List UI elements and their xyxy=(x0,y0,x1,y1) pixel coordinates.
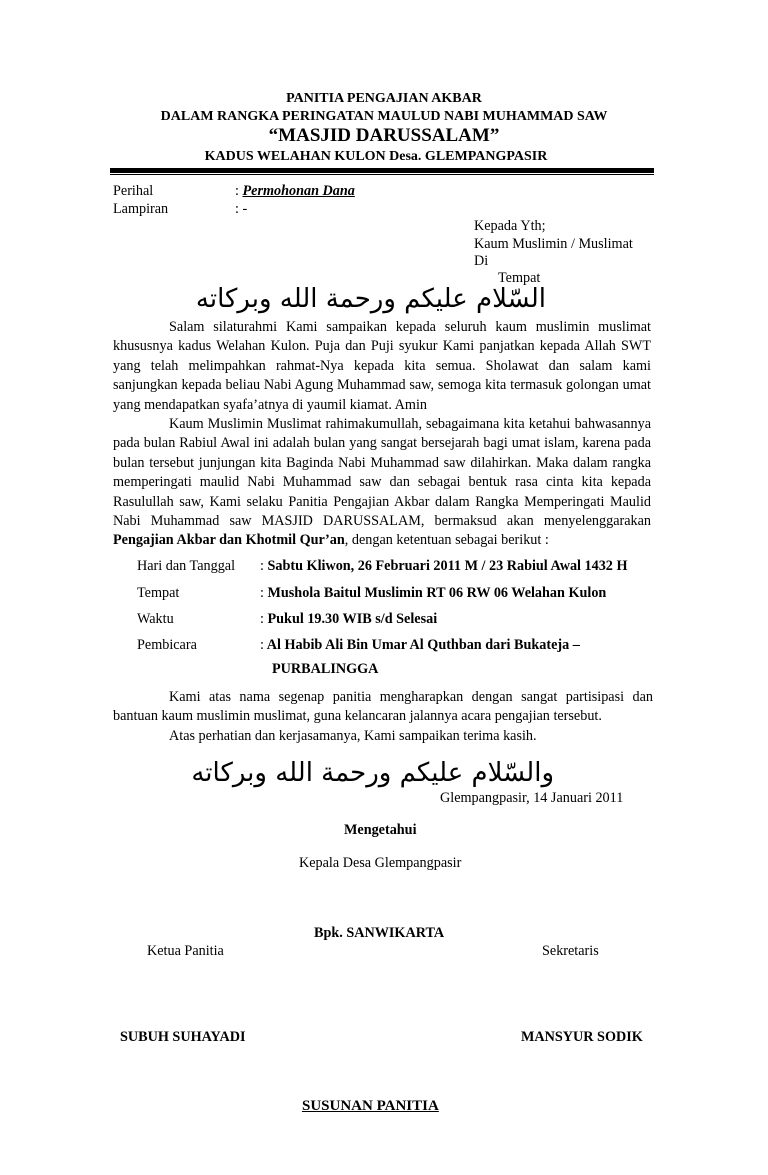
venue-title: “MASJID DARUSSALAM” xyxy=(268,125,500,146)
waktu-row xyxy=(260,611,437,628)
sekretaris-name: MANSYUR SODIK xyxy=(521,1029,643,1045)
hari-row xyxy=(260,558,627,575)
tempat-value: Mushola Baitul Muslimin RT 06 RW 06 Welahan Kulon xyxy=(267,585,607,601)
kepala-desa-title: Kepala Desa Glempangpasir xyxy=(299,855,462,871)
pembicara-colon: : xyxy=(260,637,264,653)
ketua-name: SUBUH SUHAYADI xyxy=(120,1029,246,1045)
ketua-title: Ketua Panitia xyxy=(147,943,224,959)
event-name: Pengajian Akbar dan Khotmil Qur’an xyxy=(113,532,345,549)
recipient-line-4: Tempat xyxy=(498,270,541,286)
closing-paragraph-2: Atas perhatian dan kerjasamanya, Kami sampaikan terima kasih. xyxy=(169,727,537,744)
mengetahui-label: Mengetahui xyxy=(344,822,417,838)
perihal-value: Permohonan Dana xyxy=(242,183,355,199)
header-divider xyxy=(110,168,654,173)
tempat-label: Tempat xyxy=(137,585,180,601)
recipient-line-2: Kaum Muslimin / Muslimat xyxy=(474,236,633,252)
event-title: DALAM RANGKA PERINGATAN MAULUD NABI MUHAMMAD SAW xyxy=(160,109,608,124)
lampiran-label: Lampiran xyxy=(113,201,169,217)
recipient-line-3: Di xyxy=(474,253,489,269)
waktu-value: Pukul 19.30 WIB s/d Selesai xyxy=(267,611,438,627)
perihal-row xyxy=(235,183,355,200)
pembicara-value-2: PURBALINGGA xyxy=(272,661,379,677)
body-paragraph-1: Salam silaturahmi Kami sampaikan kepada seluruh kaum muslimin muslimat khususnya kadus Welahan Kulon. Puja dan Puji syukur Kami panjatkan kepada Allah SWT yang telah melimpahkan rahmat-Nya kepada kita semua. Sholawat dan salam kami sanjungkan kepada beliau Nabi Agung Muhammad saw, semoga kita termasuk golongan umat yang mendapatkan syafa’atnya di yaumil kiamat. Amin xyxy=(113,319,651,413)
body-paragraph-2-text: Kaum Muslimin Muslimat rahimakumullah, sebagaimana kita ketahui bahwasannya pada bulan Rabiul Awal ini adalah bulan yang sangat bersejarah bagi umat islam, karena pada bulan tersebut junjungan kita Baginda Nabi Muhammad saw dilahirkan. Maka dalam rangka memperingati maulid Nabi Muhammad saw dan sebagai bentuk rasa cinta kita kepada Rasulullah saw, Kami selaku Panitia Pengajian Akbar dalam Rangka Memperingati Maulid Nabi Muhammad saw MASJID DARUSSALAM, bermaksud akan menyelenggarakan xyxy=(113,416,651,530)
pembicara-value: Al Habib Ali Bin Umar Al Quthban dari Bukateja – xyxy=(266,637,580,653)
closing-paragraph-1: Kami atas nama segenap panitia mengharapkan dengan sangat partisipasi dan bantuan kaum muslimin muslimat, guna kelancaran jalannya acara pengajian tersebut. xyxy=(113,689,653,725)
pembicara-row xyxy=(260,637,580,654)
hari-value: Sabtu Kliwon, 26 Februari 2011 M / 23 Rabiul Awal 1432 H xyxy=(267,558,628,574)
lampiran-value: - xyxy=(242,201,248,217)
letter-body xyxy=(113,318,651,551)
tempat-row xyxy=(260,585,606,602)
waktu-label: Waktu xyxy=(137,611,174,627)
body-paragraph-2-end: , dengan ketentuan sebagai berikut : xyxy=(344,532,549,549)
body-paragraph-2 xyxy=(113,415,651,551)
recipient-line-1: Kepada Yth; xyxy=(474,218,546,234)
sekretaris-title: Sekretaris xyxy=(542,943,599,959)
kepala-desa-name: Bpk. SANWIKARTA xyxy=(314,925,445,941)
closing-body xyxy=(113,688,653,746)
committee-heading: SUSUNAN PANITIA xyxy=(302,1098,439,1114)
place-date: Glempangpasir, 14 Januari 2011 xyxy=(440,790,624,806)
address-title: KADUS WELAHAN KULON Desa. GLEMPANGPASIR xyxy=(204,149,548,164)
tempat-colon: : xyxy=(260,585,264,601)
arabic-greeting: السّلام عليكم ورحمة الله وبركاته xyxy=(195,284,546,314)
perihal-colon: : xyxy=(235,183,239,199)
lampiran-colon: : xyxy=(235,201,239,217)
waktu-colon: : xyxy=(260,611,264,627)
header-divider-thin xyxy=(110,174,654,175)
hari-label: Hari dan Tanggal xyxy=(137,558,236,574)
perihal-label: Perihal xyxy=(113,183,154,199)
hari-colon: : xyxy=(260,558,264,574)
pembicara-label: Pembicara xyxy=(137,637,197,653)
arabic-closing: والسّلام عليكم ورحمة الله وبركاته xyxy=(191,758,554,788)
org-title: PANITIA PENGAJIAN AKBAR xyxy=(286,91,482,106)
lampiran-row xyxy=(235,201,247,218)
